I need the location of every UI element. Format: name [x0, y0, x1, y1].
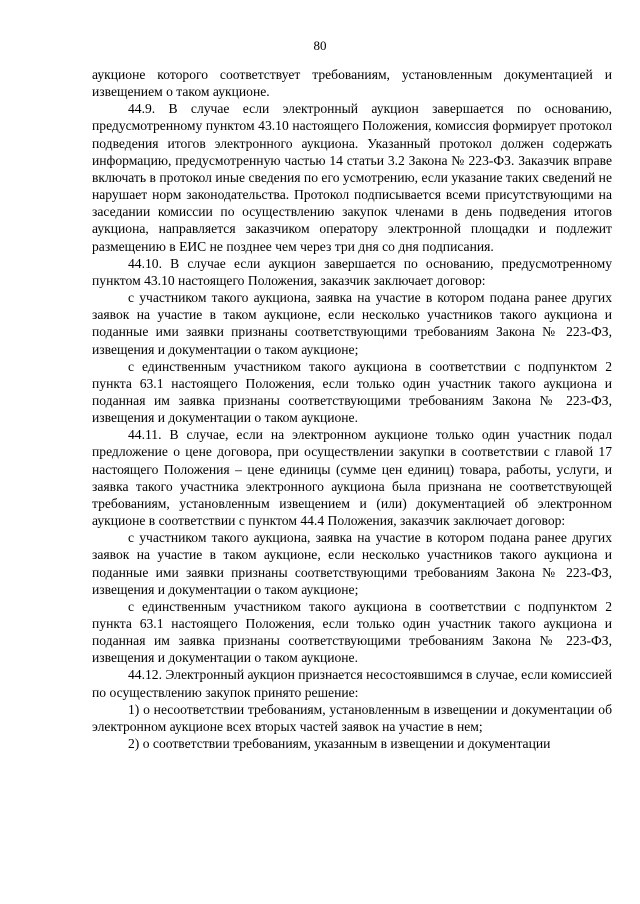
paragraph-44-11: 44.11. В случае, если на электронном аукционе только один участник подал предложение о цене договора, при осуществлении закупки в соответствии с главой 17 настоящего Положения – цене единицы (сумме цен единиц) товара, работы, услуги, и заявка такого участника электронного аукциона была признана не соответствующей требованиям, установленным извещением и (или) документацией об электронном аукционе в соответствии с пунктом 44.4 Положения, заказчик заключает договор: [92, 427, 612, 529]
paragraph-44-11-item-1: с участником такого аукциона, заявка на участие в котором подана ранее других заявок на участие в таком аукционе, если несколько участников такого аукциона и поданные ими заявки признаны соответствующими требованиям Закона № 223-ФЗ, извещения и документации о таком аукционе; [92, 530, 612, 597]
paragraph-44-10-item-2: с единственным участником такого аукциона в соответствии с подпунктом 2 пункта 63.1 настоящего Положения, если только один участник такого аукциона и поданная им заявка признаны соответствующими требованиям Закона № 223-ФЗ, извещения и документации о таком аукционе. [92, 358, 612, 426]
paragraph-44-12-item-2: 2) о соответствии требованиям, указанным в извещении и документации [128, 736, 551, 752]
paragraph-44-11-item-2: с единственным участником такого аукциона в соответствии с подпунктом 2 пункта 63.1 настоящего Положения, если только один участник такого аукциона и поданная им заявка признаны соответствующими требованиям Закона № 223-ФЗ, извещения и документации о таком аукционе. [92, 598, 612, 666]
paragraph-44-10-item-1: с участником такого аукциона, заявка на участие в котором подана ранее других заявок на участие в таком аукционе, если несколько участников такого аукциона и поданные ими заявки признаны соответствующими требованиям Закона № 223-ФЗ, извещения и документации о таком аукционе; [92, 290, 612, 357]
document-body [92, 66, 612, 752]
paragraph-44-12-item-1: 1) о несоответствии требованиям, установленным в извещении и документации об электронном аукционе всех вторых частей заявок на участие в нем; [92, 701, 612, 734]
page-number: 80 [313, 38, 327, 53]
paragraph-44-9: 44.9. В случае если электронный аукцион завершается по основанию, предусмотренному пунктом 43.10 настоящего Положения, комиссия формирует протокол подведения итогов электронного аукциона. Указанный протокол должен содержать информацию, предусмотренную частью 14 статьи 3.2 Закона № 223-ФЗ. Заказчик вправе включать в протокол иные сведения по его усмотрению, если указание таких сведений не нарушает норм законодательства. Протокол подписывается всеми присутствующими на заседании комиссии по осуществлению закупок членами в день подведения итогов аукциона, направляется заказчиком оператору электронной площадки и подлежит размещению в ЕИС не позднее чем через три дня со дня подписания. [92, 101, 612, 254]
paragraph-44-10: 44.10. В случае если аукцион завершается по основанию, предусмотренному пунктом 43.10 настоящего Положения, заказчик заключает договор: [92, 255, 612, 288]
paragraph-44-12: 44.12. Электронный аукцион признается несостоявшимся в случае, если комиссией по осуществлению закупок принято решение: [92, 667, 612, 700]
paragraph-continuation: аукционе которого соответствует требованиям, установленным документацией и извещением о таком аукционе. [92, 67, 612, 100]
